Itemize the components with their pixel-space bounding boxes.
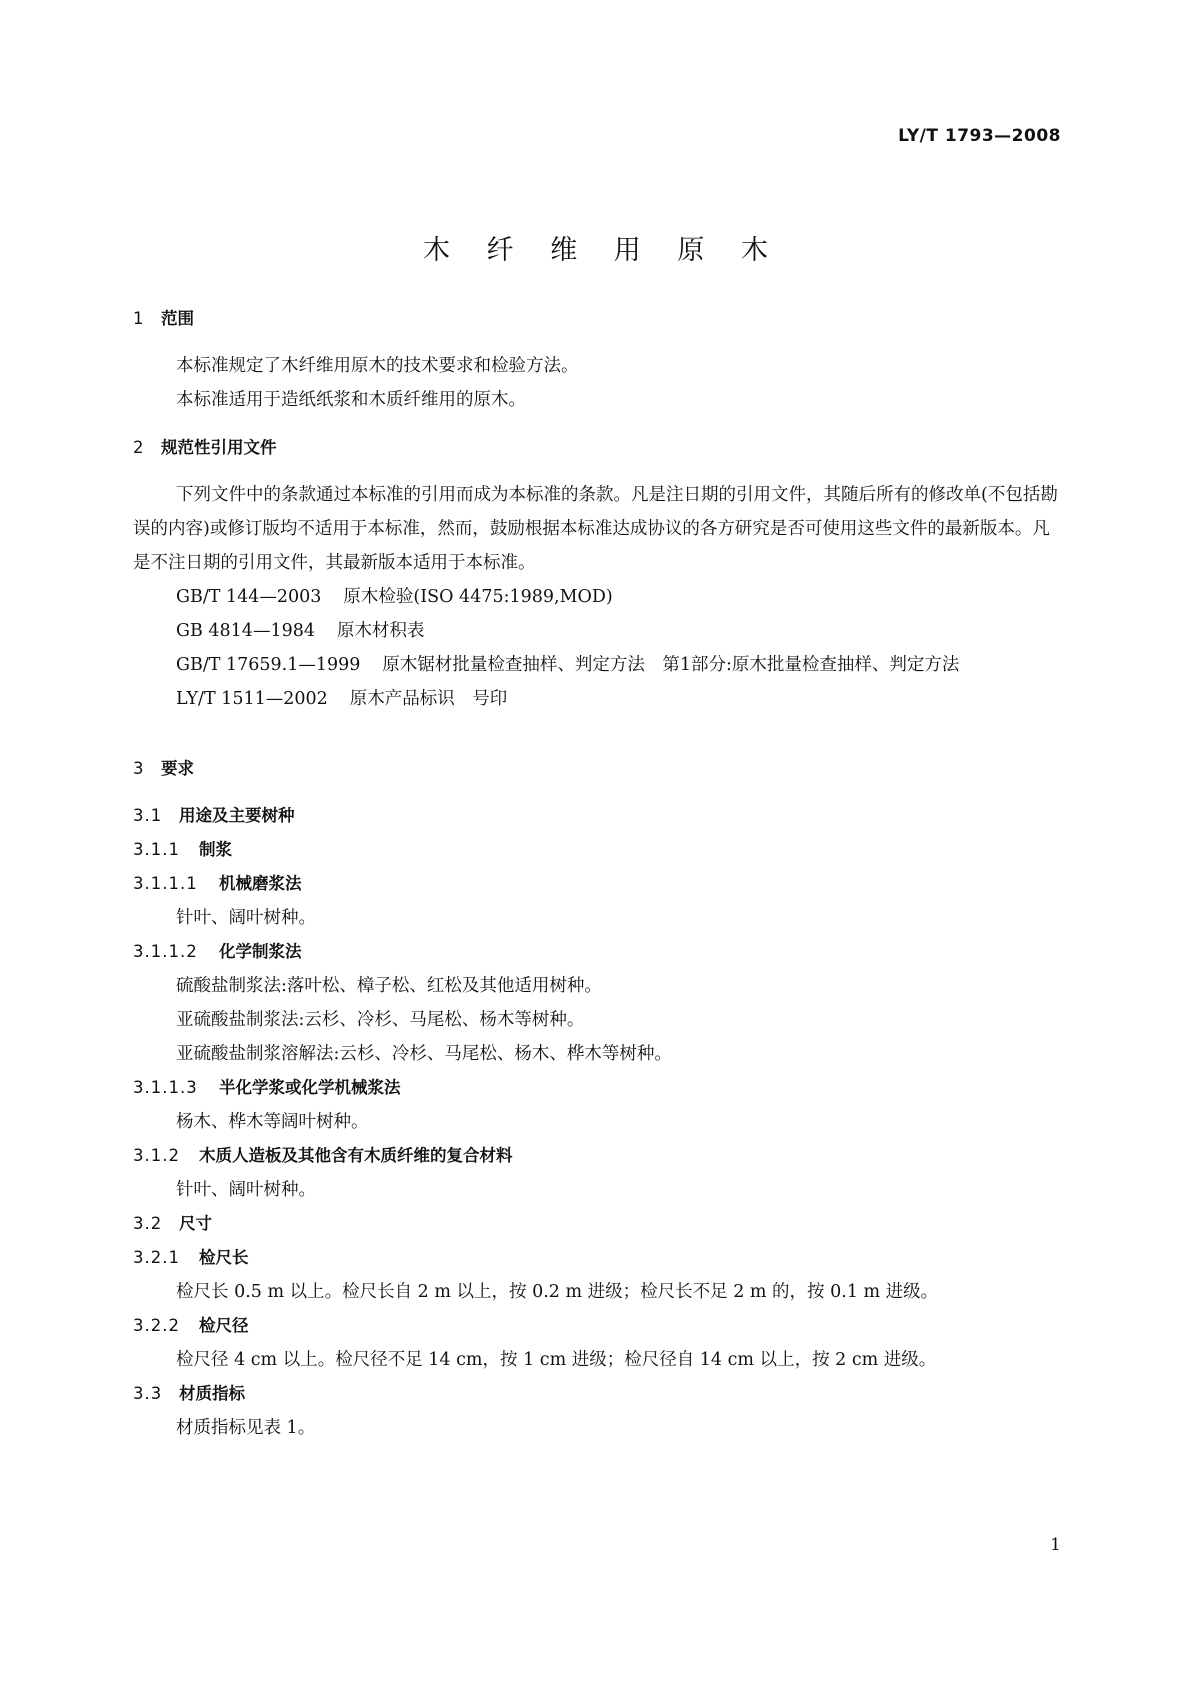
clause-heading	[133, 867, 1059, 901]
clause-title: 检尺径	[199, 1316, 249, 1335]
section-3-heading	[133, 752, 1059, 786]
clause-heading	[133, 1207, 1059, 1241]
standard-code: LY/T 1793—2008	[898, 126, 1061, 146]
page-number: 1	[1050, 1535, 1061, 1555]
clause-number: 3.2.1	[133, 1248, 180, 1267]
paragraph: 硫酸盐制浆法:落叶松、樟子松、红松及其他适用树种。	[176, 976, 602, 996]
reference-code: GB/T 144—2003	[176, 587, 322, 607]
reference-code: LY/T 1511—2002	[176, 689, 328, 709]
section-title: 要求	[161, 759, 194, 778]
clause-number: 3.1.1	[133, 840, 180, 859]
section-2	[133, 431, 1059, 716]
clause-title: 检尺长	[199, 1248, 249, 1267]
clause-number: 3.1.1.3	[133, 1078, 198, 1097]
paragraph: 亚硫酸盐制浆溶解法:云杉、冷杉、马尾松、杨木、桦木等树种。	[176, 1044, 672, 1064]
reference-title: 原木检验(ISO 4475:1989,MOD)	[343, 587, 613, 607]
paragraph: 杨木、桦木等阔叶树种。	[176, 1112, 369, 1132]
reference-code: GB/T 17659.1—1999	[176, 655, 361, 675]
clause-number: 3.1.1.1	[133, 874, 198, 893]
clause-heading	[133, 1071, 1059, 1105]
reference-title: 原木材积表	[336, 621, 425, 641]
clause-number: 3.2	[133, 1214, 163, 1233]
document-title: 木 纤 维 用 原 木	[423, 235, 782, 266]
clause-title: 化学制浆法	[219, 942, 302, 961]
paragraph: 本标准规定了木纤维用原木的技术要求和检验方法。	[176, 356, 579, 376]
section-1-heading	[133, 302, 1059, 336]
clause-title: 半化学浆或化学机械浆法	[219, 1078, 401, 1097]
reference-item	[133, 648, 1059, 682]
clause-heading	[133, 1309, 1059, 1343]
section-1	[133, 302, 1059, 417]
clause-number: 3.1.1.2	[133, 942, 198, 961]
section-2-heading	[133, 431, 1059, 465]
section-title: 范围	[161, 309, 194, 328]
reference-code: GB 4814—1984	[176, 621, 315, 641]
section-number: 2	[133, 438, 145, 457]
clause-title: 尺寸	[179, 1214, 212, 1233]
clause-number: 3.1	[133, 806, 163, 825]
clause-heading	[133, 935, 1059, 969]
section-number: 3	[133, 759, 145, 778]
clause-title: 木质人造板及其他含有木质纤维的复合材料	[199, 1146, 513, 1165]
paragraph: 亚硫酸盐制浆法:云杉、冷杉、马尾松、杨木等树种。	[176, 1010, 585, 1030]
clause-title: 制浆	[199, 840, 232, 859]
paragraph: 检尺径 4 cm 以上。检尺径不足 14 cm，按 1 cm 进级；检尺径自 14 cm 以上，按 2 cm 进级。	[176, 1350, 937, 1370]
paragraph: 本标准适用于造纸纸浆和木质纤维用的原木。	[176, 390, 526, 410]
clause-heading	[133, 1377, 1059, 1411]
section-number: 1	[133, 309, 145, 328]
section-title: 规范性引用文件	[161, 438, 277, 457]
section-3	[133, 752, 1059, 1445]
clause-number: 3.1.2	[133, 1146, 180, 1165]
clause-heading	[133, 799, 1059, 833]
paragraph: 检尺长 0.5 m 以上。检尺长自 2 m 以上，按 0.2 m 进级；检尺长不足 2 m 的，按 0.1 m 进级。	[176, 1282, 939, 1302]
reference-title: 原木产品标识 号印	[349, 689, 508, 709]
clause-title: 用途及主要树种	[179, 806, 295, 825]
paragraph: 材质指标见表 1。	[176, 1418, 316, 1438]
reference-title: 原木锯材批量检查抽样、判定方法 第1部分:原木批量检查抽样、判定方法	[382, 655, 960, 675]
clause-title: 材质指标	[179, 1384, 245, 1403]
clause-number: 3.2.2	[133, 1316, 180, 1335]
paragraph: 针叶、阔叶树种。	[176, 1180, 316, 1200]
clause-heading	[133, 1241, 1059, 1275]
clause-number: 3.3	[133, 1384, 163, 1403]
paragraph: 下列文件中的条款通过本标准的引用而成为本标准的条款。凡是注日期的引用文件，其随后所有的修改单(不包括勘误的内容)或修订版均不适用于本标准，然而，鼓励根据本标准达成协议的各方研究是否可使用这些文件的最新版本。凡是不注日期的引用文件，其最新版本适用于本标准。	[133, 485, 1058, 573]
reference-item	[133, 614, 1059, 648]
clause-heading	[133, 1139, 1059, 1173]
paragraph: 针叶、阔叶树种。	[176, 908, 316, 928]
reference-item	[133, 682, 1059, 716]
clause-title: 机械磨浆法	[219, 874, 302, 893]
clause-heading	[133, 833, 1059, 867]
reference-item	[133, 580, 1059, 614]
